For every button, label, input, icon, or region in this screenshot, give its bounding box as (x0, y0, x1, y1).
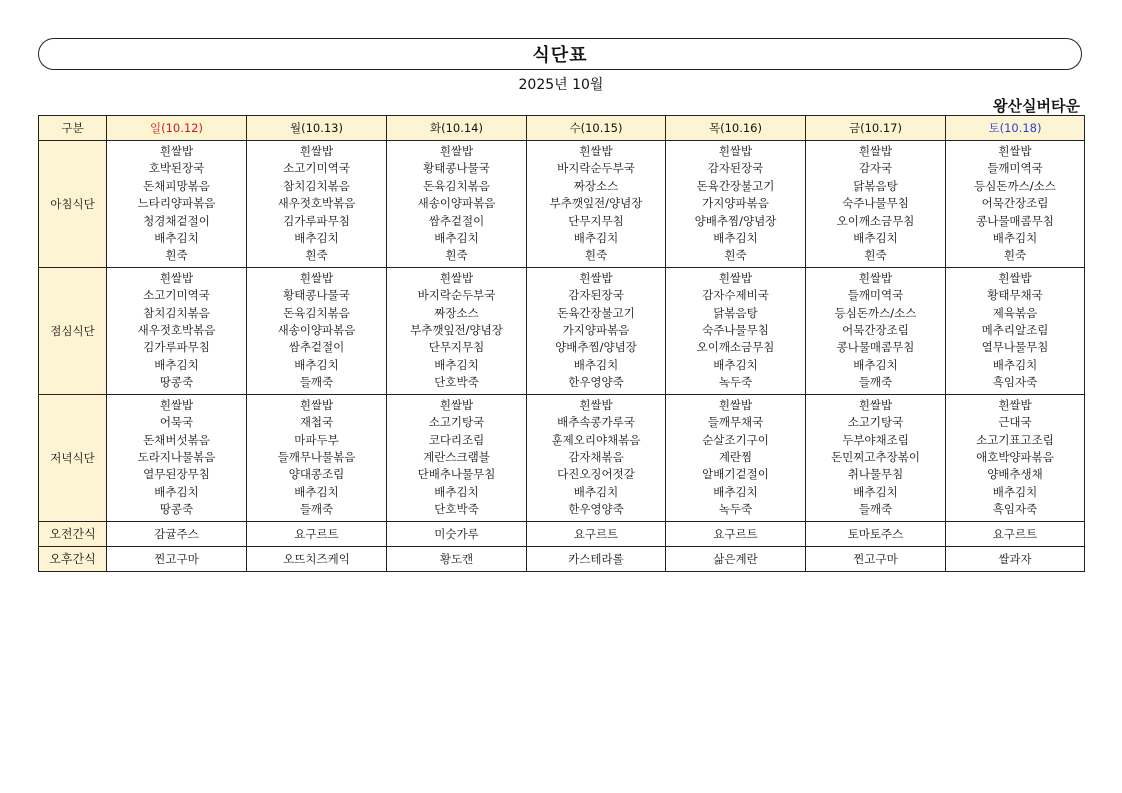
menu-item: 등심돈까스/소스 (974, 178, 1056, 193)
menu-item: 흰쌀밥 (579, 270, 613, 285)
menu-item: 흰쌀밥 (858, 270, 893, 285)
menu-item: 흰죽 (165, 248, 188, 263)
menu-item: 흰죽 (305, 248, 328, 263)
menu-item: 단호박죽 (434, 502, 479, 517)
meal-cell (666, 267, 806, 394)
menu-item: 단무지무침 (568, 213, 624, 228)
menu-item: 흰쌀밥 (579, 397, 613, 412)
menu-item: 흰쌀밥 (858, 397, 893, 412)
meal-cell (107, 141, 247, 268)
menu-item: 흑임자죽 (992, 502, 1038, 517)
menu-item: 청경채겉절이 (143, 213, 210, 228)
menu-item: 배추김치 (154, 484, 199, 499)
day-header-sat: 토(10.18) (946, 116, 1085, 141)
menu-item: 들깨죽 (299, 375, 334, 390)
menu-item: 양배추생채 (987, 467, 1043, 482)
menu-item: 배추김치 (853, 484, 898, 499)
menu-item: 들깨죽 (299, 502, 334, 517)
menu-item: 돈육김치볶음 (423, 178, 490, 193)
menu-item: 닭볶음탕 (713, 305, 758, 320)
menu-item: 흰쌀밥 (439, 270, 474, 285)
meal-cell (387, 141, 527, 268)
menu-item: 흰쌀밥 (579, 144, 613, 158)
organization-name: 왕산실버타운 (993, 97, 1080, 115)
meal-label: 아침식단 (39, 141, 107, 268)
menu-item: 새송이양파볶음 (417, 196, 496, 211)
menu-item: 단배추나물무침 (417, 467, 496, 482)
menu-item: 바지락순두부국 (557, 161, 635, 176)
snack-cell: 요구르트 (527, 521, 666, 546)
menu-item: 배추김치 (573, 357, 619, 372)
menu-item: 김가루파무침 (143, 340, 210, 355)
meal-cell (247, 394, 387, 521)
snack-cell: 요구르트 (247, 521, 387, 546)
menu-item: 배추김치 (573, 231, 619, 246)
snack-row (39, 546, 1085, 571)
menu-item: 땅콩죽 (159, 502, 194, 517)
menu-item: 오이깨소금무침 (836, 213, 915, 228)
menu-item: 마파두부 (294, 432, 339, 447)
title-banner (38, 38, 1082, 70)
meal-cell (946, 141, 1085, 268)
menu-item: 어묵간장조림 (842, 323, 909, 338)
menu-item: 김가루파무침 (283, 213, 350, 228)
menu-item: 닭볶음탕 (853, 178, 898, 193)
menu-item: 소고기미역국 (143, 288, 210, 303)
menu-item: 메추리알조림 (981, 323, 1049, 338)
meal-cell (107, 267, 247, 394)
menu-item: 흰쌀밥 (299, 144, 334, 158)
menu-item: 단무지무침 (428, 340, 485, 355)
menu-item: 배추김치 (573, 484, 619, 499)
menu-item: 어묵간장조림 (981, 196, 1049, 211)
menu-item: 감자채볶음 (568, 449, 624, 464)
meal-cell (806, 394, 946, 521)
menu-item: 배추김치 (294, 357, 339, 372)
meal-cell (247, 141, 387, 268)
menu-item: 배추김치 (154, 357, 199, 372)
menu-item: 새송이양파볶음 (277, 323, 356, 338)
menu-item: 배추김치 (434, 231, 479, 246)
meal-cell (666, 394, 806, 521)
menu-item: 땅콩죽 (159, 375, 194, 390)
meal-cell (247, 267, 387, 394)
menu-item: 짜장소스 (573, 178, 619, 193)
menu-item: 쌈추겉절이 (428, 213, 485, 228)
menu-item: 한우영양죽 (568, 375, 624, 390)
menu-item: 단호박죽 (434, 375, 479, 390)
menu-item: 다진오징어젓갈 (557, 467, 635, 482)
meal-cell (527, 394, 666, 521)
menu-item: 두부야채조림 (842, 432, 909, 447)
snack-cell: 감귤주스 (107, 521, 247, 546)
snack-cell: 미숫가루 (387, 521, 527, 546)
menu-item: 가지양파볶음 (562, 323, 630, 338)
snack-row (39, 521, 1085, 546)
menu-item: 감자된장국 (568, 288, 624, 303)
menu-item: 흰쌀밥 (439, 397, 474, 412)
menu-item: 참치김치볶음 (143, 305, 210, 320)
snack-cell: 찐고구마 (107, 546, 247, 571)
menu-item: 흰죽 (864, 248, 887, 263)
menu-item: 흰쌀밥 (998, 270, 1032, 285)
menu-item: 배추김치 (713, 231, 758, 246)
meal-row (39, 141, 1085, 268)
menu-item: 참치김치볶음 (283, 178, 350, 193)
menu-item: 소고기미역국 (283, 161, 350, 176)
menu-item: 돈채버섯볶음 (143, 432, 210, 447)
day-header-thu: 목(10.16) (666, 116, 806, 141)
meal-cell (107, 394, 247, 521)
snack-cell: 요구르트 (946, 521, 1085, 546)
meal-row (39, 267, 1085, 394)
menu-item: 훈제오리야채볶음 (551, 432, 641, 447)
menu-item: 제육볶음 (992, 305, 1038, 320)
category-header: 구분 (39, 116, 107, 141)
menu-item: 흰쌀밥 (858, 144, 893, 158)
menu-item: 코다리조림 (428, 432, 485, 447)
menu-item: 도라지나물볶음 (137, 449, 216, 464)
menu-item: 열무된장무침 (143, 467, 210, 482)
menu-item: 등심돈까스/소스 (834, 305, 917, 320)
menu-item: 숙주나물무침 (842, 196, 909, 211)
menu-item: 감자된장국 (707, 161, 764, 176)
menu-item: 배추김치 (294, 231, 339, 246)
menu-item: 바지락순두부국 (417, 288, 496, 303)
menu-item: 숙주나물무침 (702, 323, 769, 338)
menu-item: 흰쌀밥 (439, 144, 474, 158)
menu-item: 돈민찌고추장볶이 (831, 449, 920, 464)
menu-item: 양배추찜/양념장 (694, 213, 777, 228)
menu-item: 느타리양파볶음 (137, 196, 216, 211)
menu-item: 배추김치 (154, 231, 199, 246)
menu-item: 들깨죽 (858, 375, 893, 390)
menu-item: 계란스크램블 (423, 449, 490, 464)
menu-item: 배추속콩가루국 (557, 415, 635, 430)
meal-label: 저녁식단 (39, 394, 107, 521)
menu-item: 배추김치 (713, 357, 758, 372)
menu-item: 흰쌀밥 (159, 270, 194, 285)
menu-item: 취나물무침 (847, 467, 904, 482)
menu-item: 배추김치 (294, 484, 339, 499)
month-subtitle: 2025년 10월 (518, 77, 604, 93)
meal-row (39, 394, 1085, 521)
menu-item: 근대국 (998, 415, 1032, 430)
menu-item: 흰죽 (724, 248, 747, 263)
day-header-sun: 일(10.12) (107, 116, 247, 141)
menu-item: 열무나물무침 (981, 340, 1049, 355)
meal-cell (946, 267, 1085, 394)
menu-item: 배추김치 (992, 484, 1038, 499)
menu-item: 콩나물매콤무침 (976, 213, 1054, 228)
day-header-mon: 월(10.13) (247, 116, 387, 141)
menu-item: 알배기겉절이 (702, 467, 769, 482)
menu-item: 돈육간장불고기 (696, 178, 775, 193)
menu-item: 흰죽 (445, 248, 468, 263)
menu-item: 흰죽 (1003, 248, 1027, 263)
menu-item: 흰쌀밥 (718, 144, 753, 158)
menu-item: 순살조기구이 (702, 432, 769, 447)
menu-item: 들깨죽 (858, 502, 893, 517)
meal-cell (387, 267, 527, 394)
snack-cell: 토마토주스 (806, 521, 946, 546)
menu-item: 계란찜 (718, 449, 753, 464)
menu-item: 새우젓호박볶음 (137, 323, 216, 338)
snack-cell: 요구르트 (666, 521, 806, 546)
meal-cell (806, 267, 946, 394)
menu-item: 콩나물매콤무침 (836, 340, 915, 355)
menu-item: 들깨무나물볶음 (277, 449, 356, 464)
menu-item: 돈육간장불고기 (557, 305, 635, 320)
snack-cell: 카스테라롤 (527, 546, 666, 571)
snack-cell: 황도캔 (387, 546, 527, 571)
menu-item: 흑임자죽 (992, 375, 1038, 390)
menu-item: 돈채피망볶음 (143, 178, 210, 193)
menu-item: 흰쌀밥 (299, 270, 334, 285)
menu-item: 재첩국 (299, 415, 334, 430)
meal-cell (946, 394, 1085, 521)
menu-item: 부추깻잎전/양념장 (549, 196, 643, 211)
meal-label: 점심식단 (39, 267, 107, 394)
menu-item: 쌈추겉절이 (288, 340, 345, 355)
meal-cell (806, 141, 946, 268)
menu-item: 들깨무채국 (707, 415, 764, 430)
menu-item: 배추김치 (992, 231, 1038, 246)
menu-item: 들깨미역국 (847, 288, 904, 303)
menu-item: 돈육김치볶음 (283, 305, 350, 320)
menu-item: 황태콩나물국 (283, 288, 350, 303)
menu-item: 호박된장국 (148, 161, 205, 176)
menu-item: 황태무채국 (987, 288, 1043, 303)
menu-item: 배추김치 (434, 484, 479, 499)
menu-item: 소고기표고조림 (976, 432, 1054, 447)
menu-item: 새우젓호박볶음 (277, 196, 356, 211)
menu-item: 소고기탕국 (847, 415, 904, 430)
menu-item: 양배추찜/양념장 (555, 340, 637, 355)
menu-item: 녹두죽 (718, 375, 753, 390)
menu-item: 배추김치 (434, 357, 479, 372)
meal-cell (527, 141, 666, 268)
menu-item: 흰쌀밥 (998, 397, 1032, 412)
menu-item: 배추김치 (853, 357, 898, 372)
page-title: 식단표 (532, 45, 588, 66)
menu-item: 황태콩나물국 (423, 161, 490, 176)
day-header-tue: 화(10.14) (387, 116, 527, 141)
meal-cell (387, 394, 527, 521)
menu-item: 애호박양파볶음 (976, 449, 1054, 464)
menu-item: 어묵국 (159, 415, 194, 430)
menu-item: 흰쌀밥 (718, 270, 753, 285)
snack-cell: 오뜨치즈케익 (247, 546, 387, 571)
menu-item: 배추김치 (853, 231, 898, 246)
snack-cell: 찐고구마 (806, 546, 946, 571)
snack-cell: 삶은계란 (666, 546, 806, 571)
menu-item: 배추김치 (992, 357, 1038, 372)
menu-item: 들깨미역국 (987, 161, 1043, 176)
day-header-fri: 금(10.17) (806, 116, 946, 141)
meal-cell (666, 141, 806, 268)
day-header-wed: 수(10.15) (527, 116, 666, 141)
header-row (39, 116, 1085, 141)
snack-label: 오후간식 (39, 546, 107, 571)
menu-item: 가지양파볶음 (702, 196, 769, 211)
menu-item: 흰쌀밥 (299, 397, 334, 412)
menu-item: 녹두죽 (718, 502, 753, 517)
menu-item: 흰쌀밥 (159, 144, 194, 158)
meal-cell (527, 267, 666, 394)
meal-table (38, 115, 1085, 572)
menu-item: 오이깨소금무침 (696, 340, 775, 355)
menu-item: 흰죽 (584, 248, 608, 263)
menu-item: 소고기탕국 (428, 415, 485, 430)
menu-item: 부추깻잎전/양념장 (410, 323, 503, 338)
menu-item: 흰쌀밥 (998, 144, 1032, 158)
menu-item: 한우영양죽 (568, 502, 624, 517)
menu-item: 흰쌀밥 (718, 397, 753, 412)
menu-item: 배추김치 (713, 484, 758, 499)
menu-item: 감자수제비국 (702, 288, 769, 303)
snack-label: 오전간식 (39, 521, 107, 546)
menu-item: 감자국 (858, 161, 893, 176)
snack-cell: 쌀과자 (946, 546, 1085, 571)
menu-item: 양대콩조림 (288, 467, 345, 482)
menu-item: 흰쌀밥 (159, 397, 194, 412)
menu-item: 짜장소스 (434, 305, 479, 320)
